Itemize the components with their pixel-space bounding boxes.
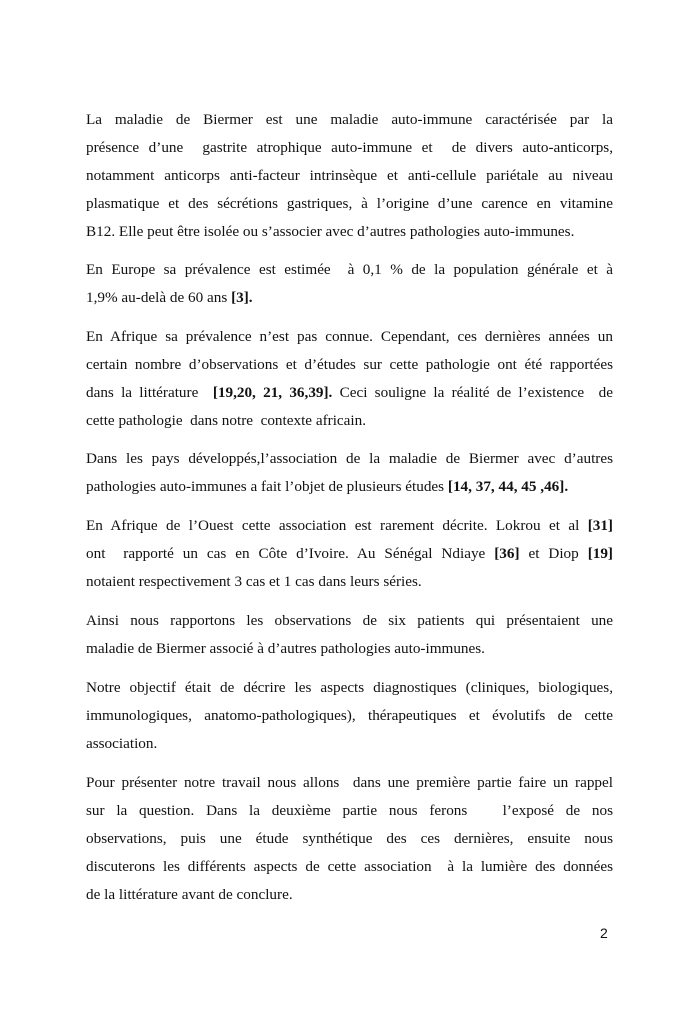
text-line <box>86 162 613 190</box>
text-segment: immunologiques, anatomo-pathologiques), thérapeutiques et évolutifs de cette <box>86 706 613 724</box>
text-segment: présence d’une gastrite atrophique auto-immune et de divers auto-anticorps, <box>86 138 613 156</box>
paragraph <box>86 256 613 312</box>
text-line <box>86 190 613 218</box>
reference-citation: [19,20, 21, 36,39]. <box>212 383 333 401</box>
text-line <box>86 256 613 284</box>
text-line <box>86 702 613 730</box>
text-segment: certain nombre d’observations et d’études sur cette pathologie ont été rapportées <box>86 355 613 373</box>
reference-citation: [19] <box>587 544 613 562</box>
text-line <box>86 473 613 501</box>
text-line <box>86 351 613 379</box>
text-segment: Dans les pays développés,l’association de la maladie de Biermer avec d’autres <box>86 450 613 467</box>
text-line <box>86 284 613 312</box>
text-segment: de la littérature avant de conclure. <box>86 885 293 903</box>
reference-citation: [31] <box>587 517 613 534</box>
text-segment: ont rapporté un cas en Côte d’Ivoire. Au Sénégal Ndiaye <box>86 544 495 562</box>
text-segment: 1,9% au-delà de 60 ans <box>86 288 232 306</box>
text-segment: En Afrique de l’Ouest cette association est rarement décrite. Lokrou et al <box>86 517 588 534</box>
reference-citation: [3]. <box>231 288 253 306</box>
text-line <box>86 407 613 435</box>
text-line <box>86 853 613 881</box>
text-segment: maladie de Biermer associé à d’autres pathologies auto-immunes. <box>86 639 485 657</box>
text-segment: Ainsi nous rapportons les observations de six patients qui présentaient une <box>86 612 613 629</box>
text-line <box>86 106 613 134</box>
text-segment: cette pathologie dans notre contexte africain. <box>86 411 367 429</box>
text-segment: association. <box>86 734 158 752</box>
text-segment: En Europe sa prévalence est estimée à 0,1 % de la population générale et à <box>86 261 613 278</box>
text-segment: et Diop <box>519 544 588 562</box>
text-line <box>86 635 613 663</box>
text-line <box>86 540 613 568</box>
text-line <box>86 379 613 407</box>
paragraph <box>86 674 613 758</box>
text-line <box>86 674 613 702</box>
text-segment: dans la littérature <box>86 383 213 401</box>
text-segment: discuterons les différents aspects de cette association à la lumière des données <box>86 857 613 875</box>
paragraph <box>86 512 613 596</box>
text-segment: Pour présenter notre travail nous allons dans une première partie faire un rappel <box>86 774 613 791</box>
paragraph <box>86 445 613 501</box>
text-segment: La maladie de Biermer est une maladie auto-immune caractérisée par la <box>86 111 613 128</box>
paragraph <box>86 323 613 435</box>
text-segment: Ceci souligne la réalité de l’existence de <box>332 383 613 401</box>
text-segment: plasmatique et des sécrétions gastriques, à l’origine d’une carence en vitamine <box>86 194 613 212</box>
text-line <box>86 568 613 596</box>
text-line <box>86 881 613 909</box>
paragraph <box>86 106 613 245</box>
text-segment: observations, puis une étude synthétique des ces dernières, ensuite nous <box>86 829 613 847</box>
page-number: 2 <box>600 925 608 941</box>
paragraph <box>86 769 613 908</box>
text-line <box>86 607 613 635</box>
reference-citation: [14, 37, 44, 45 ,46]. <box>447 477 569 495</box>
text-line <box>86 218 613 246</box>
text-segment: notaient respectivement 3 cas et 1 cas dans leurs séries. <box>86 572 422 590</box>
text-line <box>86 730 613 758</box>
text-segment: pathologies auto-immunes a fait l’objet de plusieurs études <box>86 477 448 495</box>
text-line <box>86 825 613 853</box>
text-segment: notamment anticorps anti-facteur intrinsèque et anti-cellule pariétale au niveau <box>86 166 613 184</box>
text-line <box>86 797 613 825</box>
paragraph <box>86 607 613 663</box>
text-line <box>86 512 613 540</box>
text-line <box>86 769 613 797</box>
text-line <box>86 134 613 162</box>
text-segment: En Afrique sa prévalence n’est pas connue. Cependant, ces dernières années un <box>86 328 613 345</box>
text-segment: Notre objectif était de décrire les aspects diagnostiques (cliniques, biologiques, <box>86 679 613 696</box>
text-line <box>86 445 613 473</box>
text-segment: sur la question. Dans la deuxième partie nous ferons l’exposé de nos <box>86 801 613 819</box>
reference-citation: [36] <box>494 544 520 562</box>
text-segment: B12. Elle peut être isolée ou s’associer avec d’autres pathologies auto-immunes. <box>86 222 575 240</box>
text-line <box>86 323 613 351</box>
